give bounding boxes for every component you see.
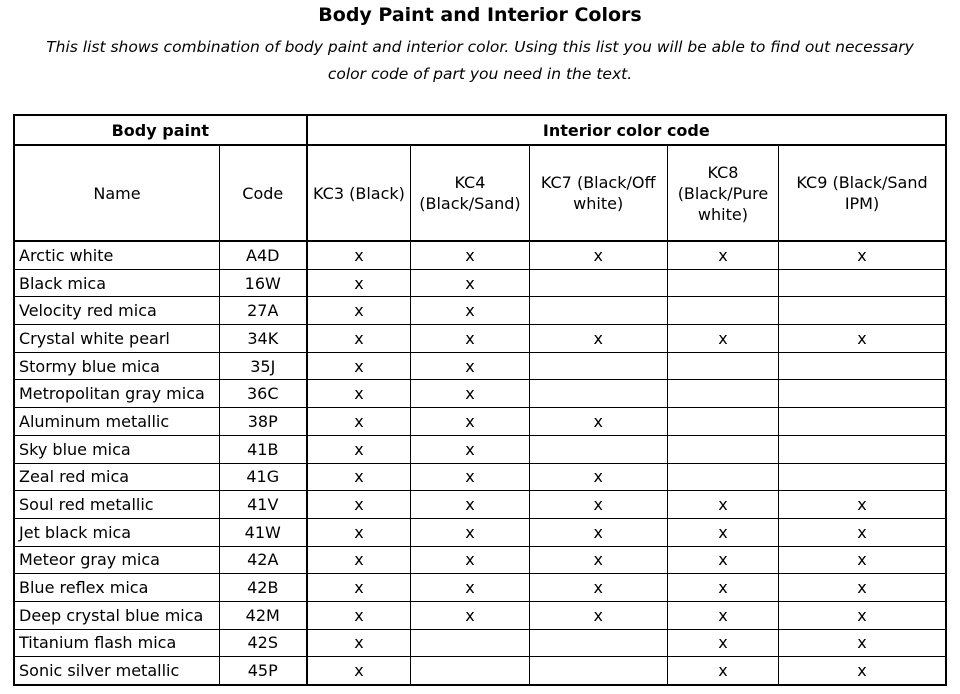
cell-kc4 [411, 629, 529, 657]
cell-name: Deep crystal blue mica [14, 601, 219, 629]
cell-kc8: x [667, 657, 778, 685]
cell-kc7: x [529, 463, 667, 491]
table-row [14, 269, 946, 297]
cell-kc8 [667, 352, 778, 380]
cell-name: Soul red metallic [14, 491, 219, 519]
table-row [14, 601, 946, 629]
cell-kc4: x [411, 408, 529, 436]
cell-kc4: x [411, 380, 529, 408]
cell-kc9: x [779, 491, 946, 519]
cell-kc3: x [307, 435, 411, 463]
table-row [14, 380, 946, 408]
cell-kc7: x [529, 546, 667, 574]
cell-code: 34K [219, 325, 306, 353]
col-header-code: Code [219, 145, 306, 241]
cell-kc3: x [307, 491, 411, 519]
cell-kc9: x [779, 629, 946, 657]
cell-kc4: x [411, 325, 529, 353]
cell-name: Zeal red mica [14, 463, 219, 491]
cell-code: 42S [219, 629, 306, 657]
cell-name: Crystal white pearl [14, 325, 219, 353]
cell-name: Meteor gray mica [14, 546, 219, 574]
cell-code: 45P [219, 657, 306, 685]
cell-code: 42M [219, 601, 306, 629]
cell-kc7: x [529, 408, 667, 436]
cell-kc7 [529, 657, 667, 685]
cell-name: Metropolitan gray mica [14, 380, 219, 408]
body-paint-header: Body paint [14, 115, 307, 145]
cell-kc7 [529, 380, 667, 408]
cell-kc9 [779, 380, 946, 408]
table-row [14, 546, 946, 574]
cell-kc8: x [667, 629, 778, 657]
cell-kc4: x [411, 491, 529, 519]
cell-name: Velocity red mica [14, 297, 219, 325]
cell-code: 35J [219, 352, 306, 380]
cell-kc3: x [307, 352, 411, 380]
cell-code: 41B [219, 435, 306, 463]
cell-kc8 [667, 269, 778, 297]
cell-kc9 [779, 352, 946, 380]
group-header-row [14, 115, 946, 145]
table-row [14, 352, 946, 380]
cell-kc4: x [411, 518, 529, 546]
cell-name: Jet black mica [14, 518, 219, 546]
table-body [14, 241, 946, 685]
cell-name: Sky blue mica [14, 435, 219, 463]
cell-kc3: x [307, 463, 411, 491]
cell-kc4: x [411, 463, 529, 491]
page-title: Body Paint and Interior Colors [318, 4, 642, 26]
cell-kc3: x [307, 380, 411, 408]
cell-kc7: x [529, 241, 667, 269]
cell-code: 42B [219, 574, 306, 602]
table-row [14, 241, 946, 269]
cell-kc7: x [529, 518, 667, 546]
cell-kc9: x [779, 325, 946, 353]
cell-code: 16W [219, 269, 306, 297]
cell-kc8: x [667, 601, 778, 629]
cell-kc3: x [307, 657, 411, 685]
table-row [14, 574, 946, 602]
cell-kc4 [411, 657, 529, 685]
cell-kc9: x [779, 601, 946, 629]
table-row [14, 491, 946, 519]
cell-kc4: x [411, 435, 529, 463]
table-row [14, 325, 946, 353]
cell-kc4: x [411, 241, 529, 269]
cell-name: Sonic silver metallic [14, 657, 219, 685]
cell-kc7: x [529, 601, 667, 629]
cell-kc9 [779, 297, 946, 325]
page-subtitle: This list shows combination of body paint and interior color. Using this list you will be able to find out necessary color code of part you need in the text. [46, 38, 914, 83]
cell-name: Blue reflex mica [14, 574, 219, 602]
col-header-name: Name [14, 145, 219, 241]
col-header-kc9: KC9 (Black/Sand IPM) [779, 145, 946, 241]
interior-color-header: Interior color code [307, 115, 946, 145]
cell-kc4: x [411, 297, 529, 325]
table-row [14, 629, 946, 657]
cell-kc8: x [667, 574, 778, 602]
cell-kc8 [667, 435, 778, 463]
cell-name: Stormy blue mica [14, 352, 219, 380]
cell-kc4: x [411, 269, 529, 297]
table-row [14, 408, 946, 436]
cell-code: 41W [219, 518, 306, 546]
cell-kc9: x [779, 518, 946, 546]
cell-kc3: x [307, 546, 411, 574]
cell-kc9 [779, 463, 946, 491]
cell-kc9: x [779, 241, 946, 269]
cell-kc8: x [667, 518, 778, 546]
cell-code: 41G [219, 463, 306, 491]
cell-kc9 [779, 435, 946, 463]
cell-kc4: x [411, 546, 529, 574]
cell-kc7: x [529, 574, 667, 602]
cell-kc9: x [779, 546, 946, 574]
cell-kc8 [667, 297, 778, 325]
cell-code: A4D [219, 241, 306, 269]
column-header-row [14, 145, 946, 241]
cell-kc3: x [307, 241, 411, 269]
cell-code: 38P [219, 408, 306, 436]
cell-kc8: x [667, 241, 778, 269]
cell-kc9 [779, 269, 946, 297]
col-header-kc3: KC3 (Black) [307, 145, 411, 241]
table-row [14, 518, 946, 546]
cell-code: 36C [219, 380, 306, 408]
cell-kc3: x [307, 325, 411, 353]
cell-code: 27A [219, 297, 306, 325]
cell-kc8: x [667, 546, 778, 574]
cell-kc7: x [529, 325, 667, 353]
table-row [14, 463, 946, 491]
cell-name: Aluminum metallic [14, 408, 219, 436]
cell-kc3: x [307, 297, 411, 325]
cell-kc3: x [307, 574, 411, 602]
cell-kc7 [529, 297, 667, 325]
cell-kc3: x [307, 518, 411, 546]
cell-kc8: x [667, 325, 778, 353]
cell-kc3: x [307, 269, 411, 297]
cell-kc8 [667, 408, 778, 436]
cell-kc3: x [307, 629, 411, 657]
cell-code: 42A [219, 546, 306, 574]
col-header-kc8: KC8 (Black/Pure white) [667, 145, 778, 241]
table-row [14, 435, 946, 463]
cell-kc4: x [411, 601, 529, 629]
cell-kc7: x [529, 491, 667, 519]
cell-kc4: x [411, 574, 529, 602]
cell-name: Arctic white [14, 241, 219, 269]
cell-name: Titanium flash mica [14, 629, 219, 657]
cell-kc3: x [307, 408, 411, 436]
cell-kc7 [529, 269, 667, 297]
cell-kc9: x [779, 574, 946, 602]
cell-kc4: x [411, 352, 529, 380]
cell-kc9: x [779, 657, 946, 685]
cell-kc9 [779, 408, 946, 436]
cell-name: Black mica [14, 269, 219, 297]
cell-code: 41V [219, 491, 306, 519]
cell-kc8: x [667, 491, 778, 519]
cell-kc8 [667, 380, 778, 408]
cell-kc7 [529, 352, 667, 380]
cell-kc7 [529, 629, 667, 657]
table-row [14, 297, 946, 325]
col-header-kc4: KC4 (Black/Sand) [411, 145, 529, 241]
cell-kc3: x [307, 601, 411, 629]
cell-kc8 [667, 463, 778, 491]
cell-kc7 [529, 435, 667, 463]
table-row [14, 657, 946, 685]
color-table [13, 114, 947, 686]
col-header-kc7: KC7 (Black/Off white) [529, 145, 667, 241]
